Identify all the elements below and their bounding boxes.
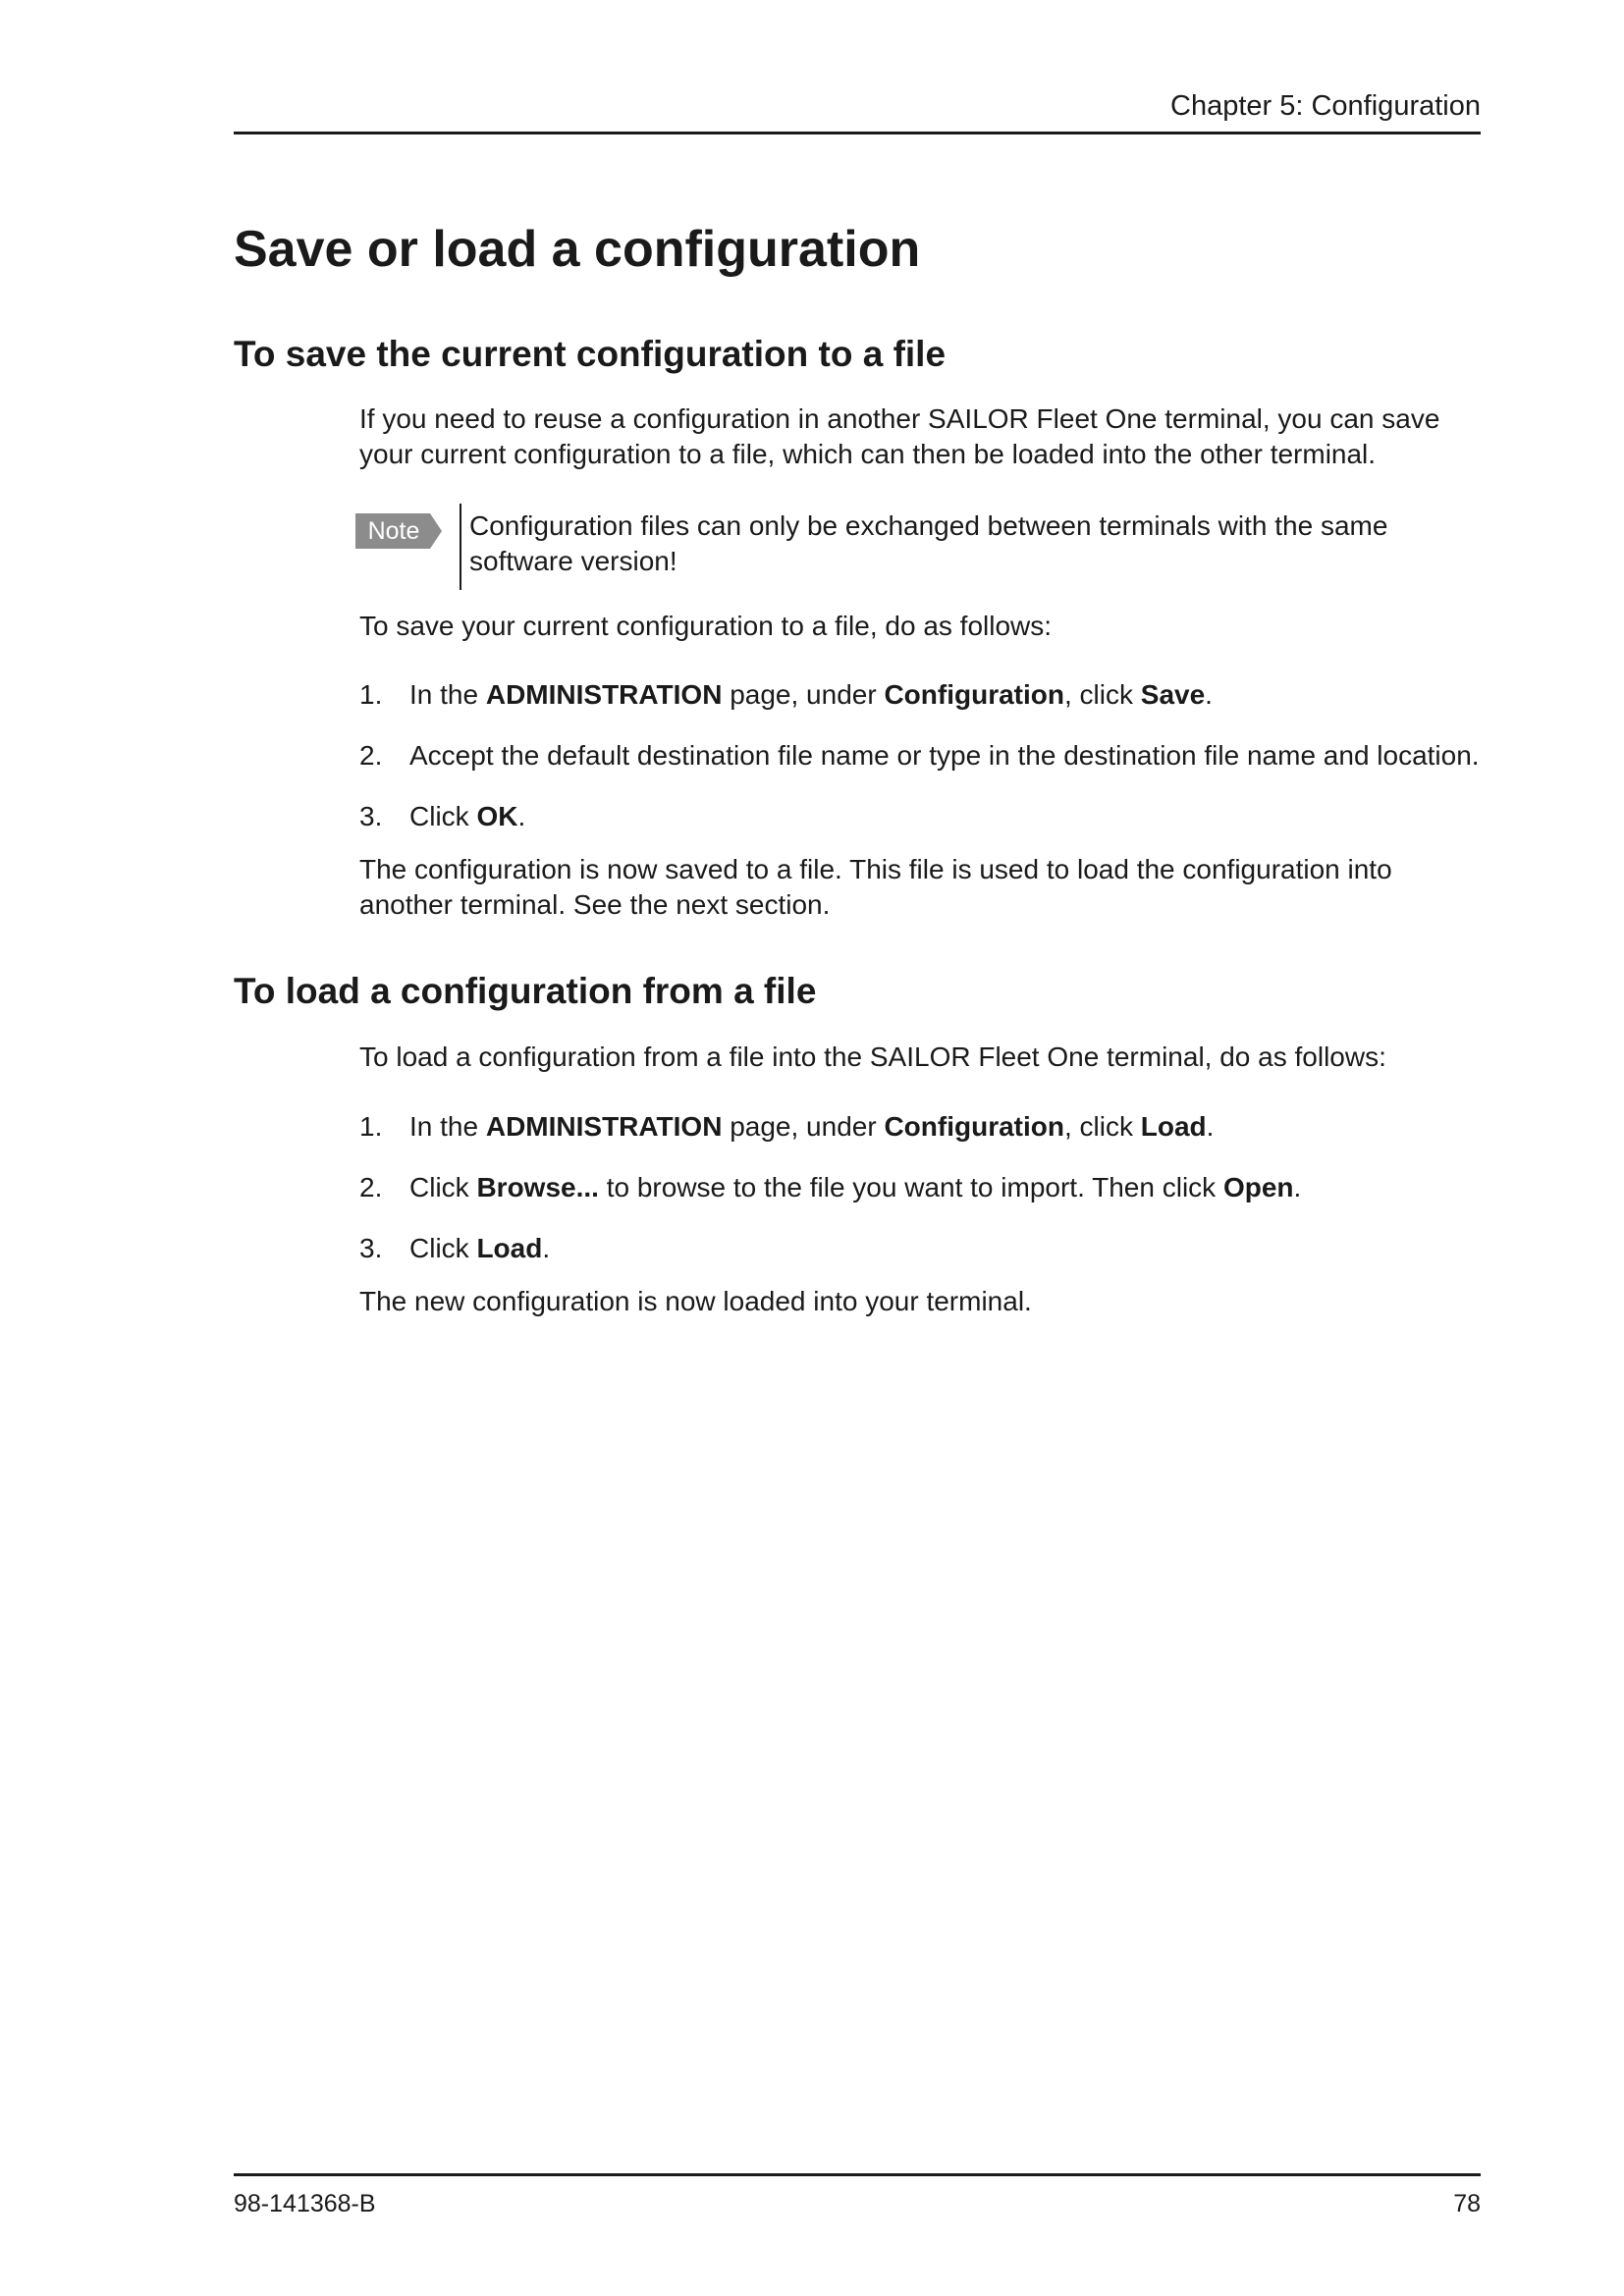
step-number: 1. xyxy=(359,1111,383,1142)
note-box xyxy=(355,504,1485,590)
step-number: 2. xyxy=(359,1172,383,1202)
save-section-heading: To save the current configuration to a file xyxy=(234,334,947,374)
save-outro-paragraph: The configuration is now saved to a file. This file is used to load the configuration into another terminal. See the next section. xyxy=(359,854,1392,920)
ui-term: ADMINISTRATION xyxy=(485,1111,723,1142)
note-divider xyxy=(460,504,461,590)
ui-term: Browse... xyxy=(476,1172,599,1202)
ui-term: Load xyxy=(1140,1111,1207,1142)
step-text: Click Browse... to browse to the file you want to import. Then click Open. xyxy=(409,1172,1302,1202)
step-number: 3. xyxy=(359,801,383,831)
note-tag xyxy=(355,513,442,549)
ui-term: Load xyxy=(476,1233,543,1263)
page-number: 78 xyxy=(1453,2190,1481,2217)
chapter-title: Chapter 5: Configuration xyxy=(1170,90,1481,122)
note-text: Configuration files can only be exchanged between terminals with the same software version! xyxy=(469,510,1388,576)
load-section-heading: To load a configuration from a file xyxy=(234,971,817,1011)
page-title: Save or load a configuration xyxy=(234,221,921,278)
page-header xyxy=(234,88,1481,134)
ui-term: Save xyxy=(1140,679,1206,710)
step-text: Click Load. xyxy=(409,1233,551,1263)
step-text: Click OK. xyxy=(409,801,526,831)
note-label: Note xyxy=(367,517,420,545)
step-text: Accept the default destination file name or type in the destination file name and location. xyxy=(409,740,1480,771)
step-number: 1. xyxy=(359,679,383,710)
step-text: In the ADMINISTRATION page, under Configuration, click Save. xyxy=(409,679,1213,710)
load-lead-paragraph: To load a configuration from a file into the SAILOR Fleet One terminal, do as follows: xyxy=(359,1041,1386,1072)
step-number: 2. xyxy=(359,740,383,771)
step-text: In the ADMINISTRATION page, under Configuration, click Load. xyxy=(409,1111,1215,1142)
document-number: 98-141368-B xyxy=(234,2190,376,2217)
ui-term: OK xyxy=(476,801,518,831)
ui-term: Open xyxy=(1222,1172,1294,1202)
ui-term: ADMINISTRATION xyxy=(485,679,723,710)
ui-term: Configuration xyxy=(884,679,1064,710)
step-number: 3. xyxy=(359,1233,383,1263)
ui-term: Configuration xyxy=(884,1111,1064,1142)
page-footer xyxy=(234,2173,1481,2219)
save-intro-paragraph: If you need to reuse a configuration in another SAILOR Fleet One terminal, you can save your current configuration to a file, which can then be loaded into the other terminal. xyxy=(359,403,1440,469)
load-outro-paragraph: The new configuration is now loaded into your terminal. xyxy=(359,1286,1032,1316)
save-lead-paragraph: To save your current configuration to a file, do as follows: xyxy=(359,611,1053,641)
